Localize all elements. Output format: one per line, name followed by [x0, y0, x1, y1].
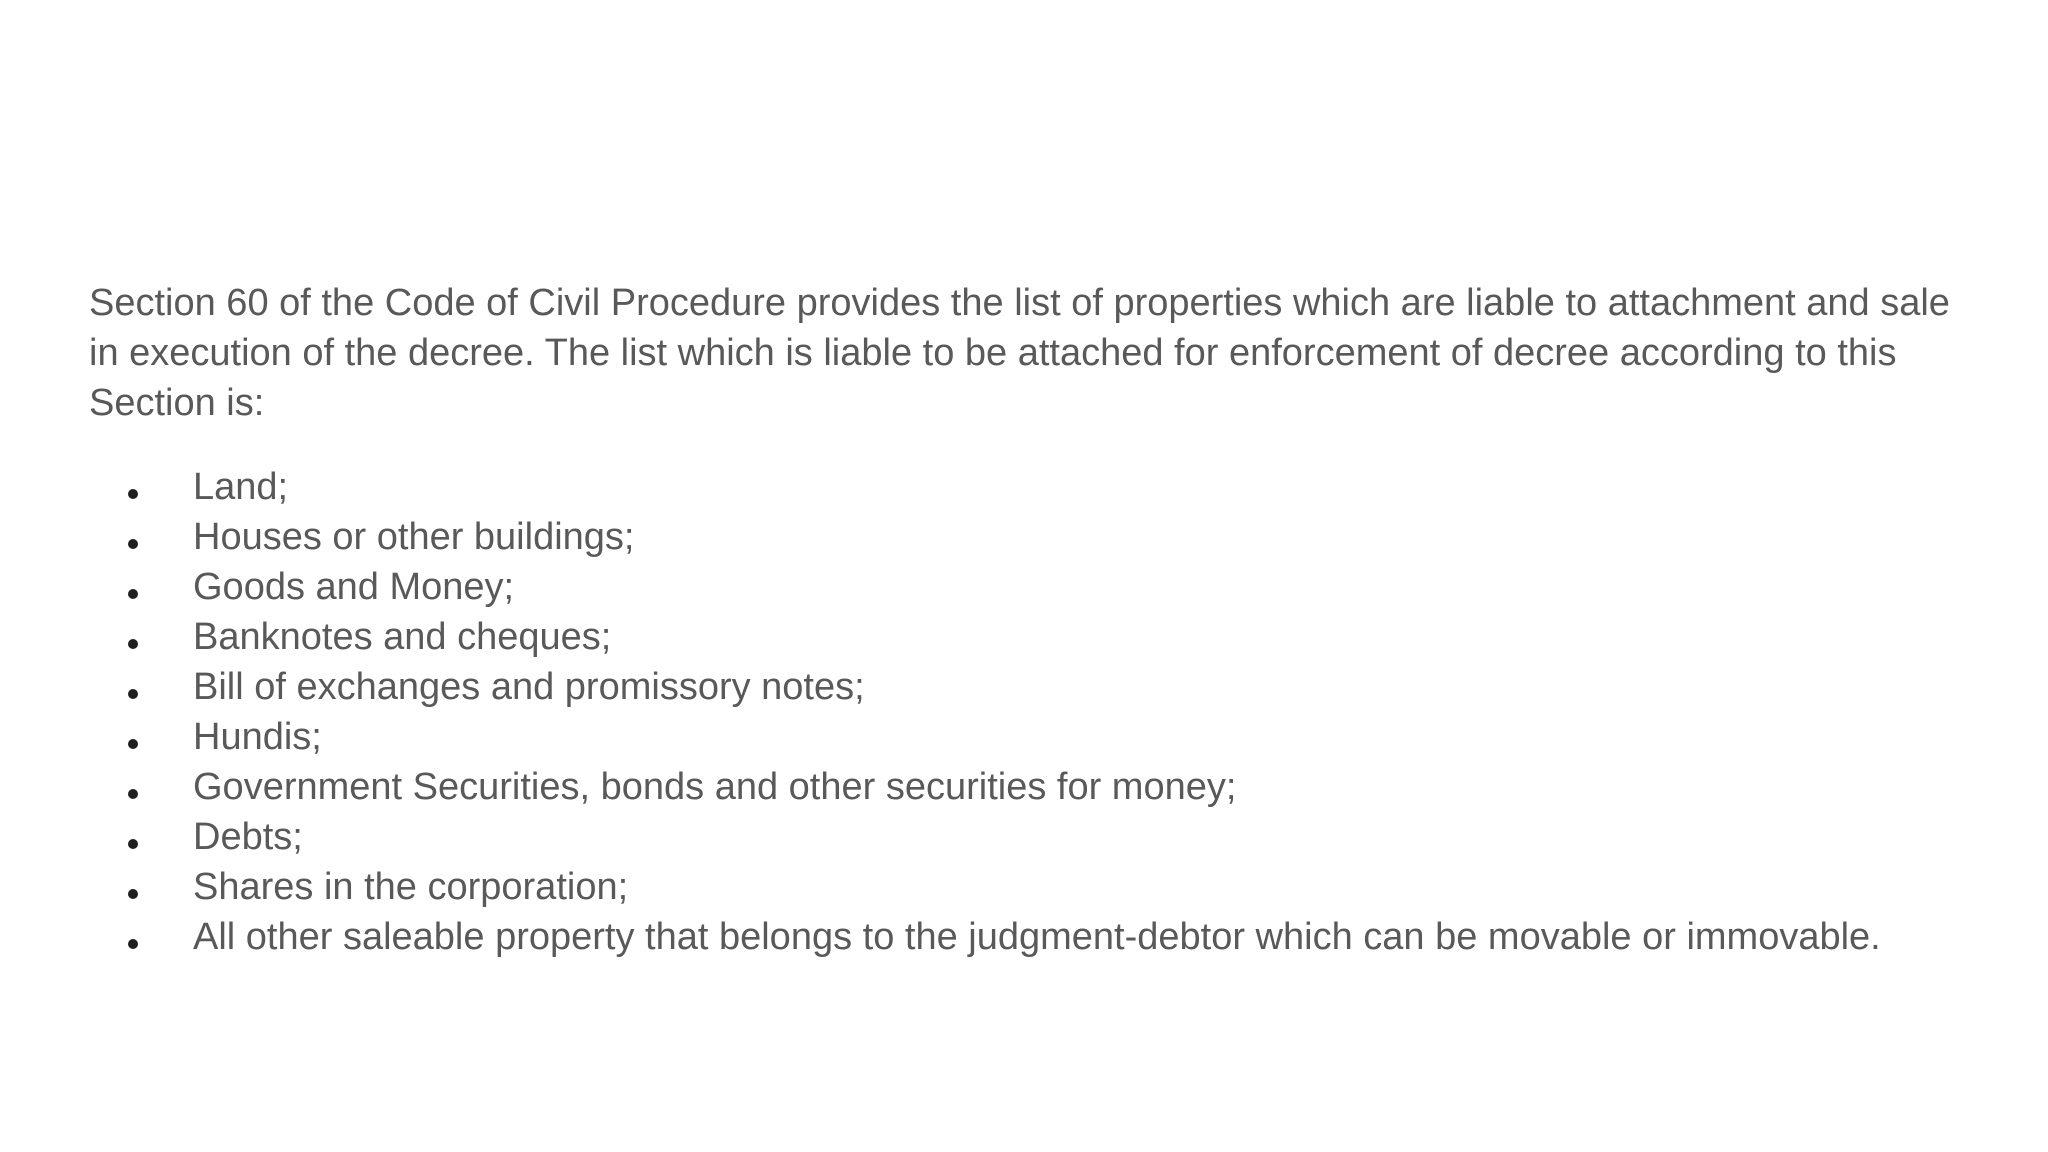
list-item	[89, 862, 2009, 912]
list-item	[89, 712, 2009, 762]
list-item-text: Hundis;	[193, 716, 322, 758]
list-item-text: Houses or other buildings;	[193, 516, 635, 558]
bullet-icon	[128, 489, 138, 499]
list-item-text: Banknotes and cheques;	[193, 616, 612, 658]
list-item-text: All other saleable property that belongs to the judgment-debtor which can be movable or immovable.	[193, 916, 1881, 958]
bullet-icon	[128, 789, 138, 799]
list-item-text: Government Securities, bonds and other securities for money;	[193, 766, 1237, 808]
bullet-icon	[128, 889, 138, 899]
list-item	[89, 462, 2009, 512]
bullet-icon	[128, 739, 138, 749]
bullet-icon	[128, 639, 138, 649]
list-item-text: Debts;	[193, 816, 303, 858]
bullet-icon	[128, 839, 138, 849]
property-list	[89, 462, 2009, 962]
list-item-text: Bill of exchanges and promissory notes;	[193, 666, 865, 708]
bullet-icon	[128, 589, 138, 599]
list-item	[89, 662, 2009, 712]
list-item	[89, 612, 2009, 662]
bullet-icon	[128, 939, 138, 949]
list-item	[89, 762, 2009, 812]
bullet-icon	[128, 689, 138, 699]
slide-content	[89, 278, 2009, 962]
list-item-text: Shares in the corporation;	[193, 866, 629, 908]
bullet-icon	[128, 539, 138, 549]
list-item	[89, 562, 2009, 612]
list-item	[89, 512, 2009, 562]
intro-paragraph: Section 60 of the Code of Civil Procedure provides the list of properties which are liable to attachment and sale in execution of the decree. The list which is liable to be attached for enforcement of decree according to this Section is:	[89, 282, 1950, 424]
list-item	[89, 912, 2009, 962]
list-item-text: Land;	[193, 466, 289, 508]
list-item-text: Goods and Money;	[193, 566, 515, 608]
list-item	[89, 812, 2009, 862]
